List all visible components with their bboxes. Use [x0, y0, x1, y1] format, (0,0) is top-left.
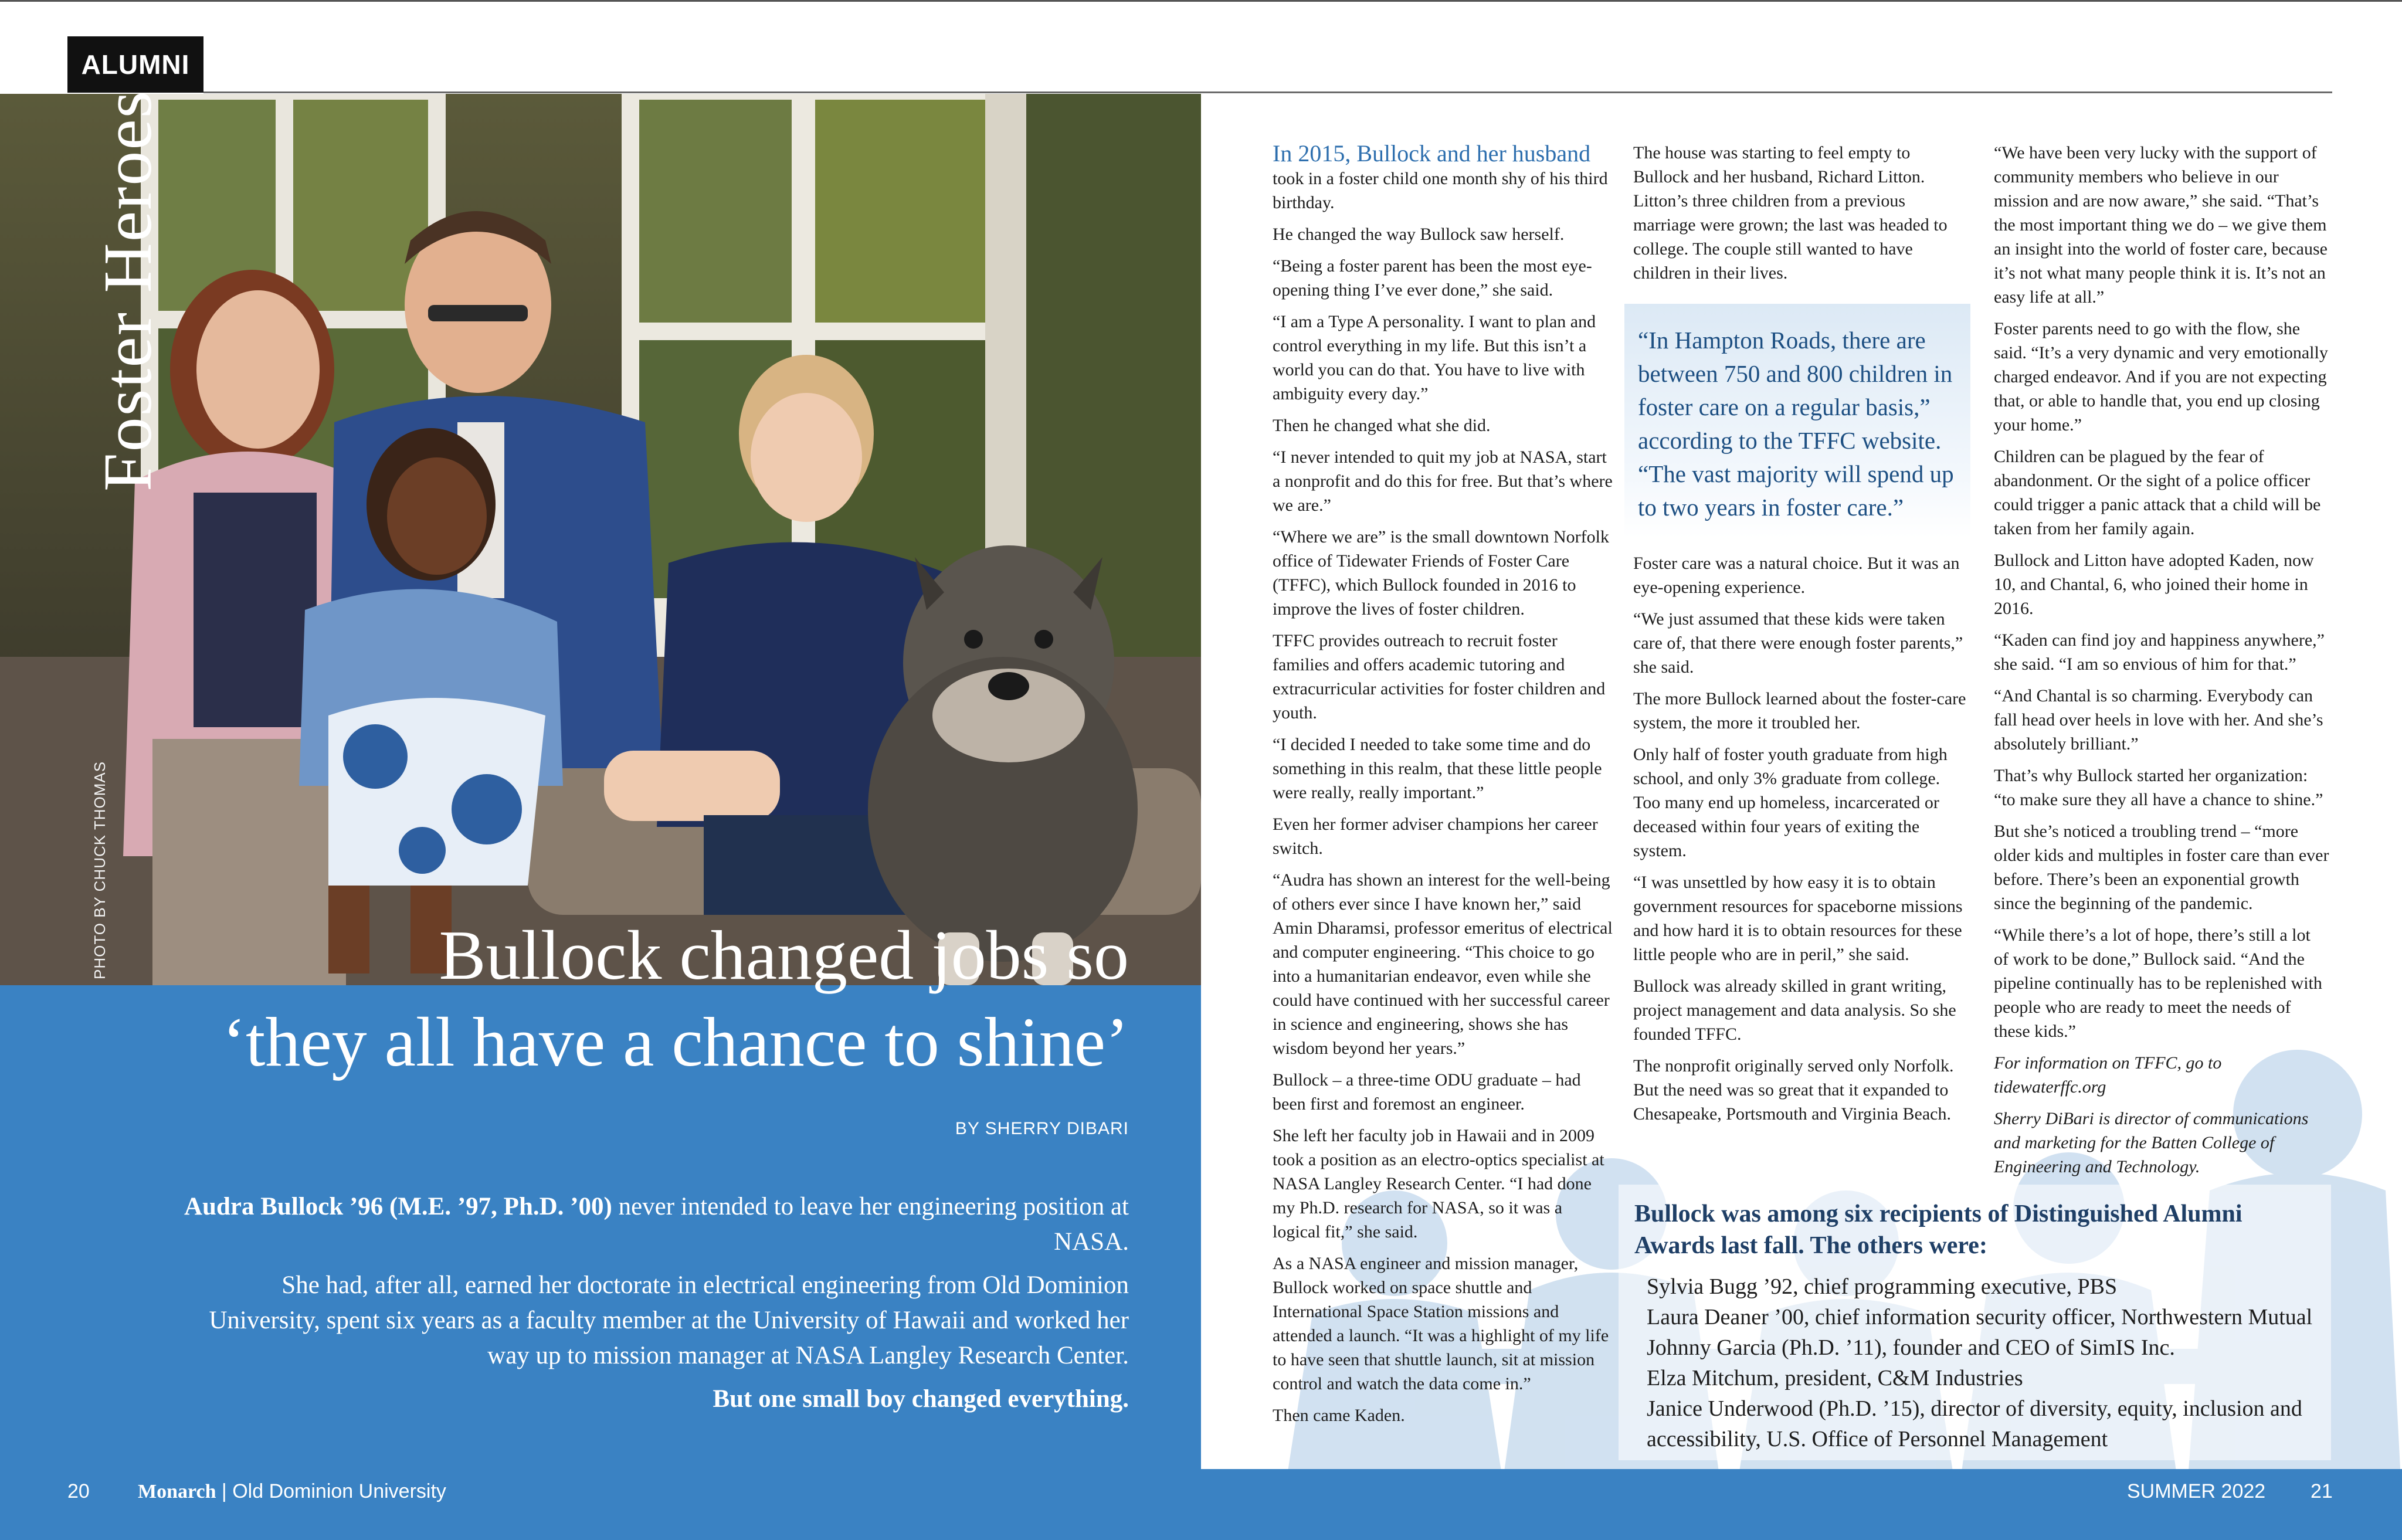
column-3-paragraph: That’s why Bullock started her organization: “to make sure they all have a chance to shine.”	[1994, 766, 2323, 809]
info-note: For information on TFFC, go to tidewaterffc.org	[1994, 1053, 2222, 1097]
awards-title: Bullock was among six recipients of Distinguished Alumni Awards last fall. The others were:	[1634, 1200, 2242, 1259]
intro-kicker-line: But one small boy changed everything.	[713, 1385, 1129, 1413]
issue-date: SUMMER 2022	[2127, 1480, 2266, 1502]
column-1-paragraph: “I decided I needed to take some time and do something in this realm, that these little people were really, really important.”	[1273, 735, 1602, 802]
column-2-paragraph: Foster care was a natural choice. But it was an eye-opening experience.	[1633, 554, 1960, 597]
top-border	[0, 0, 2402, 2]
column-2-paragraph: The nonprofit originally served only Norfolk. But the need was so great that it expanded to Chesapeake, Portsmouth and Virginia Beach.	[1633, 1056, 1954, 1124]
column-2-paragraph: Bullock was already skilled in grant writing, project management and data analysis. So she founded TFFC.	[1633, 976, 1956, 1044]
author-note: Sherry DiBari is director of communications and marketing for the Batten College of Engineering and Technology.	[1994, 1109, 2309, 1176]
folio-separator: |	[216, 1480, 233, 1502]
column-1-paragraph: He changed the way Bullock saw herself.	[1273, 225, 1565, 244]
column-2-paragraph: “We just assumed that these kids were taken care of, that there were enough foster parents,” she said.	[1633, 609, 1963, 677]
column-1-paragraph: Even her former adviser champions her career switch.	[1273, 815, 1598, 858]
list-item: Sylvia Bugg ’92, chief programming executive, PBS	[1647, 1274, 2118, 1299]
column-2-paragraph: The house was starting to feel empty to Bullock and her husband, Richard Litton. Litton’s three children from a previous marriage were grown; the last was headed to college. The couple still wanted to have children in their lives.	[1633, 143, 1948, 283]
column-1-paragraph: Then came Kaden.	[1273, 1406, 1405, 1425]
column-1-paragraph: “Audra has shown an interest for the well-being of others ever since I have known her,” said Amin Dharamsi, professor emeritus of electrical and computer engineering. “This choice to go into a humanitarian endeavor, even while she could have continued with her successful career in science and engineering, shows she has wisdom beyond her years.”	[1273, 870, 1613, 1058]
publication-credit	[138, 1480, 446, 1503]
pullquote: “In Hampton Roads, there are between 750 and 800 children in foster care on a regular basis,” according to the TFFC website. “The vast majority will spend up to two years in foster care.”	[1638, 327, 1954, 521]
section-kicker: Foster Heroes	[89, 90, 166, 491]
byline: BY SHERRY DIBARI	[955, 1119, 1129, 1138]
column-2-paragraph: The more Bullock learned about the foster-care system, the more it troubled her.	[1633, 689, 1966, 732]
publication-name: Monarch	[138, 1481, 216, 1502]
intro	[176, 1189, 1129, 1425]
column-2-paragraph: “I was unsettled by how easy it is to obtain government resources for spaceborne missions and how hard it is to obtain resources for these little people who are in peril,” she said.	[1633, 873, 1963, 964]
section-tab: ALUMNI	[67, 36, 203, 93]
column-1-paragraph: Then he changed what she did.	[1273, 416, 1491, 435]
column-3-paragraph: But she’s noticed a troubling trend – “more older kids and multiples in foster care than ever before. There’s been an exponential growth since the beginning of the pandemic.	[1994, 822, 2329, 913]
column-3-paragraph: “And Chantal is so charming. Everybody can fall head over heels in love with her. And she’s absolutely brilliant.”	[1994, 686, 2323, 754]
article-column-2-top	[1633, 141, 1969, 293]
headline	[117, 912, 1129, 1086]
list-item: Laura Deaner ’00, chief information security officer, Northwestern Mutual	[1647, 1305, 2313, 1329]
column-1-paragraph: took in a foster child one month shy of his third birthday.	[1273, 169, 1608, 212]
column-3-paragraph: “While there’s a lot of hope, there’s still a lot of work to be done,” Bullock said. “And the pipeline continually has to be replenished with people who are ready to meet the needs of these kids.”	[1994, 925, 2322, 1041]
column-1-paragraph: “I am a Type A personality. I want to plan and control everything in my life. But this isn’t a world you can do that. You have to live with ambiguity every day.”	[1273, 312, 1596, 403]
column-1-paragraph: As a NASA engineer and mission manager, Bullock worked on space shuttle and International Space Station missions and attended a launch. “It was a highlight of my life to have seen that shuttle launch, sit at mission control and watch the data come in.”	[1273, 1254, 1609, 1393]
column-1-paragraph: “Where we are” is the small downtown Norfolk office of Tidewater Friends of Foster Care (TFFC), which Bullock founded in 2016 to improve the lives of foster children.	[1273, 527, 1609, 619]
column-1-paragraph: “I never intended to quit my job at NASA, start a nonprofit and do this for free. But that’s where we are.”	[1273, 447, 1613, 515]
list-item: Johnny Garcia (Ph.D. ’11), founder and CEO of SimIS Inc.	[1647, 1335, 2175, 1360]
article-column-3	[1994, 141, 2329, 1186]
column-3-paragraph: Bullock and Litton have adopted Kaden, now 10, and Chantal, 6, who joined their home in 2016.	[1994, 551, 2314, 618]
column-3-paragraph: “Kaden can find joy and happiness anywhere,” she said. “I am so envious of him for that.”	[1994, 630, 2325, 674]
column-1-paragraph: She left her faculty job in Hawaii and in 2009 took a position as an electro-optics specialist at NASA Langley Research Center. “I had done my Ph.D. research for NASA, so it was a logical fit,” she said.	[1273, 1126, 1604, 1242]
column-3-paragraph: Children can be plagued by the fear of abandonment. Or the sight of a police officer could trigger a panic attack that a child will be taken from her family again.	[1994, 447, 2321, 538]
header-rule	[203, 91, 2332, 93]
column-1-paragraph: Bullock – a three-time ODU graduate – had been first and foremost an engineer.	[1273, 1070, 1581, 1114]
awards-list	[1647, 1271, 2339, 1454]
page-number-right: 21	[2311, 1480, 2333, 1502]
intro-lead-rest: never intended to leave her engineering position at NASA.	[612, 1193, 1129, 1256]
intro-lead-name: Audra Bullock ’96 (M.E. ’97, Ph.D. ’00)	[184, 1193, 612, 1220]
list-item: Elza Mitchum, president, C&M Industries	[1647, 1366, 2023, 1390]
university-name: Old Dominion University	[232, 1480, 446, 1502]
column-3-paragraph: “We have been very lucky with the support of community members who believe in our mission and are now aware,” she said. “That’s the most important thing we do – we give them an insight into the world of foster care, because it’s not what many people think it is. It’s not an easy life at all.”	[1994, 143, 2328, 307]
headline-line-2: ‘they all have a chance to shine’	[222, 1003, 1129, 1081]
feature-photo	[0, 94, 1201, 986]
intro-lead	[176, 1189, 1129, 1260]
article-column-2	[1633, 551, 1969, 1134]
column-1-paragraph: TFFC provides outreach to recruit foster families and offers academic tutoring and extracurricular activities for foster children and youth.	[1273, 631, 1606, 722]
article-column-1	[1273, 141, 1613, 1435]
column-3-paragraph: Foster parents need to go with the flow, she said. “It’s a very dynamic and very emotionally charged endeavor. And if you are not expecting that, or able to handle that, you end up closing your home.”	[1994, 319, 2328, 435]
column-2-paragraph: Only half of foster youth graduate from high school, and only 3% graduate from college. Too many end up homeless, incarcerated or deceased within four years of exiting the system.	[1633, 745, 1948, 860]
column-1-lead-in: In 2015, Bullock and her husband	[1273, 140, 1591, 167]
intro-paragraph: She had, after all, earned her doctorate in electrical engineering from Old Dominion University, spent six years as a faculty member at the University of Hawaii and worked her way up to mission manager at NASA Langley Research Center.	[209, 1271, 1129, 1369]
headline-line-1: Bullock changed jobs so	[439, 916, 1129, 994]
page-number-left: 20	[67, 1480, 90, 1502]
column-1-paragraph: “Being a foster parent has been the most eye-opening thing I’ve ever done,” she said.	[1273, 256, 1592, 300]
list-item: Janice Underwood (Ph.D. ’15), director of diversity, equity, inclusion and accessibility, U.S. Office of Personnel Management	[1647, 1396, 2302, 1451]
photo-credit: PHOTO BY CHUCK THOMAS	[91, 761, 108, 979]
